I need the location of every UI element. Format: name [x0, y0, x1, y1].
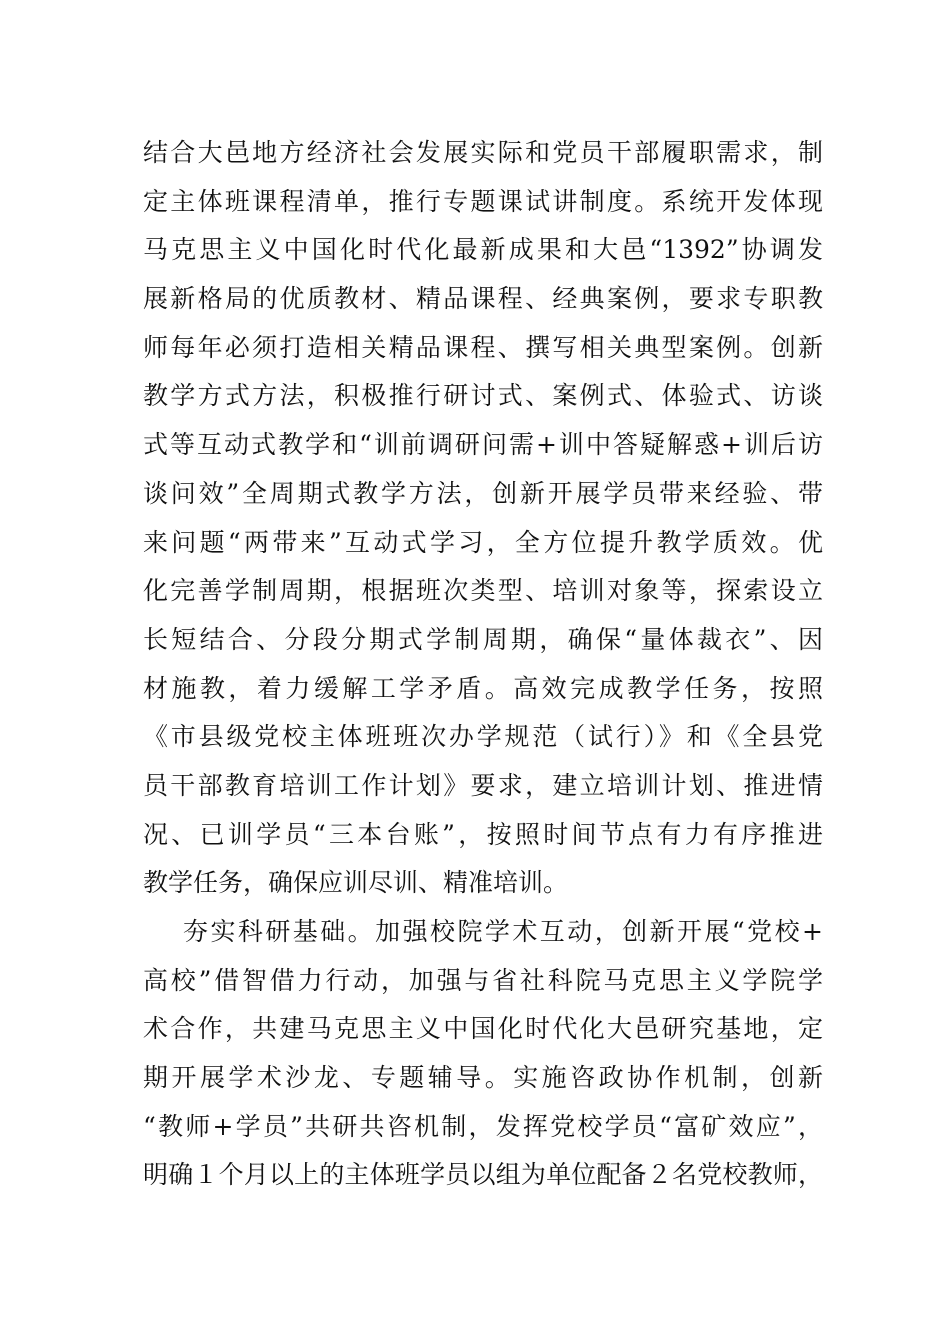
- text-line: 教学任务，确保应训尽训、精准培训。: [143, 868, 569, 898]
- text-line: 明确１个月以上的主体班学员以组为单位配备２名党校教师，: [143, 1160, 823, 1190]
- text-line: 况、已训学员“三本台账”，按照时间节点有力有序推进: [143, 819, 823, 849]
- text-line: 定主体班课程清单，推行专题课试讲制度。系统开发体现: [143, 186, 823, 216]
- text-line: 材施教，着力缓解工学矛盾。高效完成教学任务，按照: [143, 673, 823, 703]
- text-line: 化完善学制周期，根据班次类型、培训对象等，探索设立: [143, 576, 823, 606]
- text-line: 结合大邑地方经济社会发展实际和党员干部履职需求，制: [143, 138, 823, 167]
- text-line: 马克思主义中国化时代化最新成果和大邑“1392”协调发: [143, 235, 823, 265]
- document-body: [143, 129, 823, 1200]
- text-line: 教学方式方法，积极推行研讨式、案例式、体验式、访谈: [143, 381, 823, 411]
- paragraph-research: [143, 908, 823, 1200]
- text-line: 《市县级党校主体班班次办学规范（试行）》和《全县党: [143, 722, 823, 752]
- text-line: 夯实科研基础。加强校院学术互动，创新开展“党校+: [183, 917, 823, 946]
- text-line: 谈问效”全周期式教学方法，创新开展学员带来经验、带: [143, 478, 823, 508]
- text-line: 式等互动式教学和“训前调研问需+训中答疑解惑+训后访: [143, 430, 823, 460]
- text-line: 期开展学术沙龙、专题辅导。实施咨政协作机制，创新: [143, 1063, 823, 1093]
- text-line: 展新格局的优质教材、精品课程、经典案例，要求专职教: [143, 284, 823, 314]
- text-line: “教师+学员”共研共咨机制，发挥党校学员“富矿效应”，: [143, 1111, 823, 1141]
- text-line: 来问题“两带来”互动式学习，全方位提升教学质效。优: [143, 527, 823, 557]
- text-line: 高校”借智借力行动，加强与省社科院马克思主义学院学: [143, 965, 823, 995]
- text-line: 员干部教育培训工作计划》要求，建立培训计划、推进情: [143, 770, 823, 800]
- text-line: 师每年必须打造相关精品课程、撰写相关典型案例。创新: [143, 332, 823, 362]
- text-line: 术合作，共建马克思主义中国化时代化大邑研究基地，定: [143, 1014, 823, 1044]
- text-line: 长短结合、分段分期式学制周期，确保“量体裁衣”、因: [143, 624, 823, 654]
- paragraph-teaching: [143, 129, 823, 908]
